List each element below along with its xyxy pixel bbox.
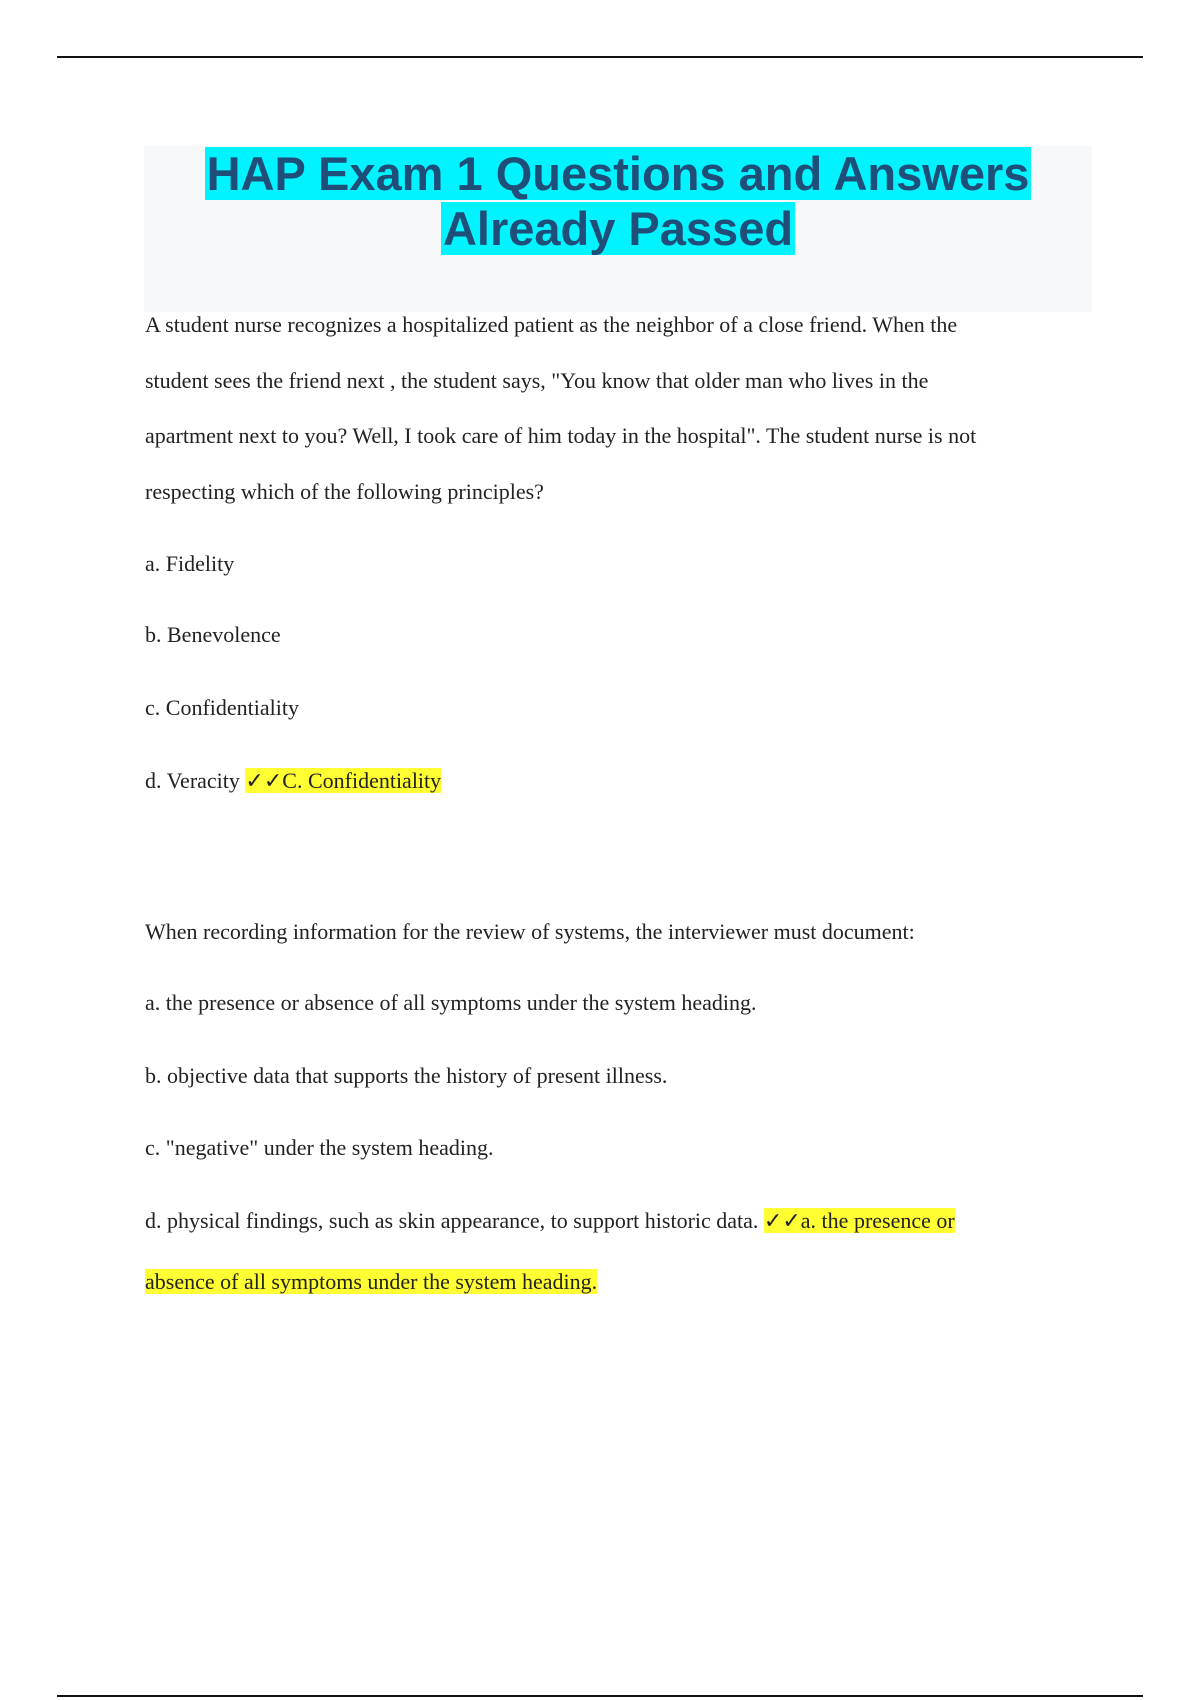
question-2-option-a: a. the presence or absence of all symptoms under the system heading. [145,990,757,1015]
question-2-stem-line: When recording information for the review of systems, the interviewer must document: [145,919,915,944]
question-2-answer-text-1: a. the presence or [800,1208,955,1233]
title-box [144,146,1092,312]
question-1-answer-text: C. Confidentiality [282,768,442,793]
question-1-stem-line: student sees the friend next , the student says, "You know that older man who lives in the [145,368,929,393]
page-title-text-1: HAP Exam 1 Questions and Answers [206,147,1030,200]
question-2-option-c: c. "negative" under the system heading. [145,1135,494,1160]
bottom-rule [57,1695,1143,1697]
top-rule [57,56,1143,58]
question-2-answer-row-2 [145,1269,597,1295]
question-1-stem-line: respecting which of the following principles? [145,479,544,504]
question-1-stem-line: A student nurse recognizes a hospitalized patient as the neighbor of a close friend. When the [145,312,958,337]
question-1-option-c: c. Confidentiality [145,695,299,720]
checkmark-icon: ✓✓ [763,1208,801,1233]
question-1-option-a: a. Fidelity [145,551,235,576]
question-2-answer-part-1 [764,1208,955,1233]
question-1-option-d-row [145,768,441,794]
page-title-line-1 [144,146,1092,201]
page-title-text-2: Already Passed [442,202,794,255]
question-1-answer [245,768,441,793]
question-2-option-d-row [145,1208,955,1234]
question-2-option-d: d. physical findings, such as skin appearance, to support historic data. [145,1208,759,1233]
question-1-stem-line: apartment next to you? Well, I took care of him today in the hospital". The student nurse is not [145,423,977,448]
question-2-answer-text-2: absence of all symptoms under the system heading. [145,1269,598,1294]
checkmark-icon: ✓✓ [245,768,283,793]
question-1-option-b: b. Benevolence [145,622,281,647]
question-2-option-b: b. objective data that supports the history of present illness. [145,1063,668,1088]
page-title-line-2 [144,201,1092,256]
question-1-option-d: d. Veracity [145,768,240,793]
